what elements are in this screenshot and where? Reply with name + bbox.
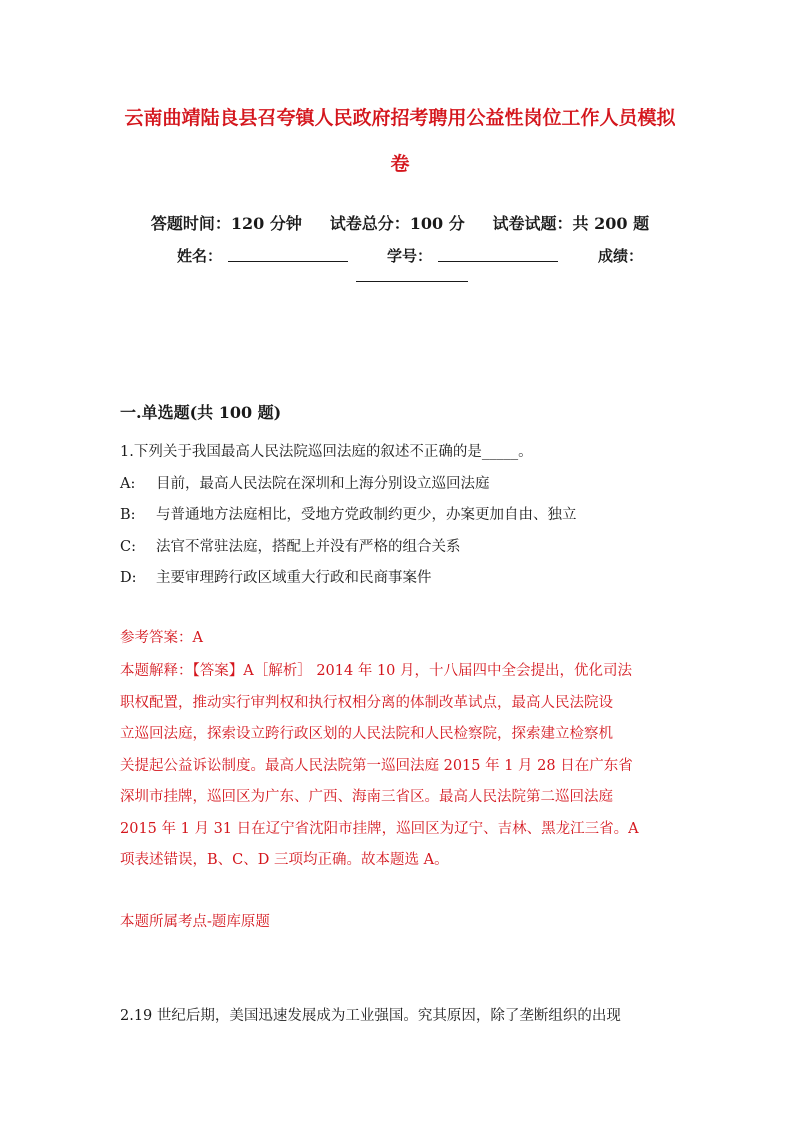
section-heading: 一.单选题(共 100 题): [120, 403, 282, 422]
option-key: D:: [120, 570, 137, 586]
exam-meta-info: 答题时间：120 分钟 试卷总分：100 分 试卷试题：共 200 题: [150, 214, 650, 233]
score-blank: [356, 281, 468, 282]
explanation-line: 职权配置，推动实行审判权和执行权相分离的体制改革试点，最高人民法院设: [120, 694, 613, 711]
name-blank: [228, 261, 348, 262]
option-text: 目前，最高人民法院在深圳和上海分别设立巡回法庭: [156, 476, 490, 492]
option-text: 与普通地方法庭相比，受地方党政制约更少，办案更加自由、独立: [156, 507, 577, 523]
explanation-line: 立巡回法庭，探索设立跨行政区划的人民法院和人民检察院，探索建立检察机: [120, 726, 613, 742]
student-id-label: 学号：: [387, 247, 433, 265]
explanation-line: 项表述错误，B、C、D 三项均正确。故本题选 A。: [120, 852, 449, 868]
option-key: C:: [120, 539, 136, 555]
reference-answer: 参考答案：A: [120, 630, 203, 646]
name-label: 姓名：: [177, 247, 223, 265]
explanation-line: 关提起公益诉讼制度。最高人民法院第一巡回法庭 2015 年 1 月 28 日在广东省: [120, 757, 633, 774]
option-key: B:: [120, 507, 136, 523]
option-key: A:: [120, 476, 136, 492]
explanation-line: 本题解释：【答案】A［解析］ 2014 年 10 月，十八届四中全会提出，优化司法: [120, 663, 633, 679]
question-1-option-d: [120, 566, 432, 587]
option-text: 法官不常驻法庭，搭配上并没有严格的组合关系: [156, 539, 461, 555]
score-label: 成绩：: [598, 247, 644, 265]
question-1-option-c: [120, 535, 461, 556]
option-text: 主要审理跨行政区域重大行政和民商事案件: [156, 570, 432, 586]
question-1-option-b: [120, 503, 577, 524]
exam-title-line2: 卷: [390, 153, 410, 175]
exam-title-line1: 云南曲靖陆良县召夸镇人民政府招考聘用公益性岗位工作人员模拟: [124, 107, 676, 129]
student-id-blank: [438, 261, 558, 262]
explanation-line: 2015 年 1 月 31 日在辽宁省沈阳市挂牌，巡回区为辽宁、吉林、黑龙江三省。A: [120, 820, 639, 837]
question-1-stem: 1.下列关于我国最高人民法院巡回法庭的叙述不正确的是_____。: [120, 444, 533, 460]
question-1-option-a: [120, 472, 490, 493]
explanation-line: 深圳市挂牌，巡回区为广东、广西、海南三省区。最高人民法院第二巡回法庭: [120, 789, 613, 805]
question-topic: 本题所属考点-题库原题: [120, 914, 270, 930]
answer-explanation: [120, 656, 685, 877]
question-2-stem: 2.19 世纪后期，美国迅速发展成为工业强国。究其原因，除了垄断组织的出现: [120, 1008, 621, 1024]
